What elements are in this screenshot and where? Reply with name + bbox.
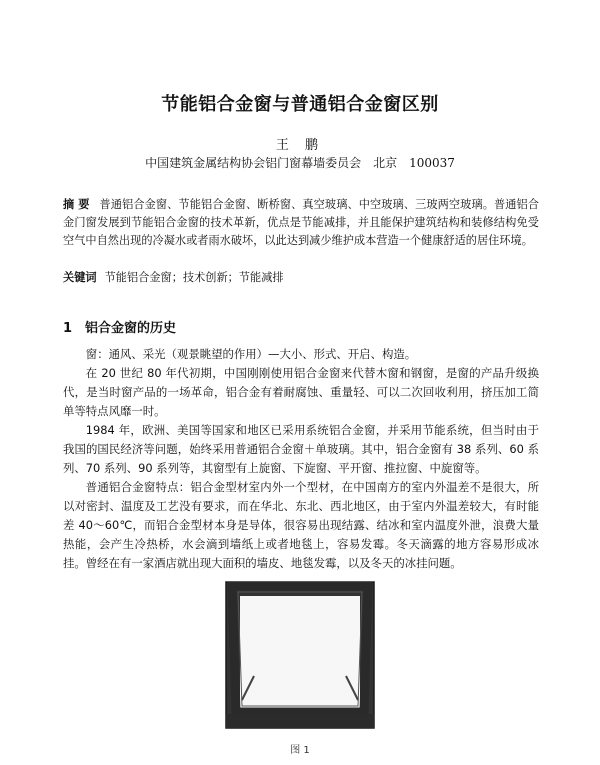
section-body: [63, 345, 539, 573]
window-figure: [224, 580, 376, 730]
abstract-label: 摘 要: [63, 198, 90, 211]
abstract: [63, 196, 539, 251]
window-bottom-rail: [226, 714, 374, 728]
paragraph: 在 20 世纪 80 年代初期，中国刚刚使用铝合金窗来代替木窗和钢窗，是窗的产品升级换代，是当时窗产品的一场革命，铝合金有着耐腐蚀、重量轻、可以二次回收利用，挤压加工简单等特点风靡一时。: [63, 366, 539, 418]
paragraph: 1984 年，欧洲、美国等国家和地区已采用系统铝合金窗，并采用节能系统，但当时由于我国的国民经济等问题，始终采用普通铝合金窗＋单玻璃。其中，铝合金窗有 38 系列、60 系列、70 系列、90 系列等，其窗型有上旋窗、下旋窗、平开窗、推拉窗、中旋窗等。: [63, 423, 539, 475]
affiliation-organization: 中国建筑金属结构协会铝门窗幕墙委员会: [145, 156, 362, 170]
keywords: [63, 269, 539, 287]
affiliation-city: 北京: [373, 156, 398, 170]
paragraph: 窗：通风、采光（观景眺望的作用）—大小、形式、开启、构造。: [85, 347, 417, 361]
section-title: 铝合金窗的历史: [85, 321, 177, 336]
window-photo: [224, 580, 376, 730]
section-heading: [63, 317, 176, 336]
paper-title: 节能铝合金窗与普通铝合金窗区别: [161, 94, 439, 115]
author-name: 王 鹏: [275, 138, 325, 153]
keywords-text: 节能铝合金窗；技术创新；节能减排: [104, 271, 284, 284]
keywords-label: 关键词: [63, 271, 97, 284]
paragraph: 普通铝合金窗特点：铝合金型材室内外一个型材，在中国南方的室内外温差不是很大，所以对密封、温度及工艺没有要求，而在华北、东北、西北地区，由于室内外温差较大，有时能差 40～60℃，而铝合金型材本身是导体，很容易出现结露、结冰和室内温度外泄，浪费大量热能，会产生冷热桥，水会滴到墙纸上或者地毯上，容易发霉。冬天滴露的地方容易形成冰挂。曾经在有一家酒店就出现大面积的墙皮、地毯发霉，以及冬天的冰挂问题。: [63, 480, 539, 570]
author-affiliation: [0, 154, 600, 171]
affiliation-postcode: 100037: [409, 156, 455, 170]
figure-caption: 图 1: [290, 745, 310, 756]
window-glass: [240, 596, 360, 714]
abstract-text: 普通铝合金窗、节能铝合金窗、断桥窗、真空玻璃、中空玻璃、三玻两空玻璃。普通铝合金门窗发展到节能铝合金窗的技术革新，优点是节能减排，并且能保护建筑结构和装修结构免受空气中自然出现的冷凝水或者雨水破坏，以此达到减少维护成本营造一个健康舒适的居住环境。: [63, 198, 539, 248]
section-number: 1: [63, 321, 73, 336]
